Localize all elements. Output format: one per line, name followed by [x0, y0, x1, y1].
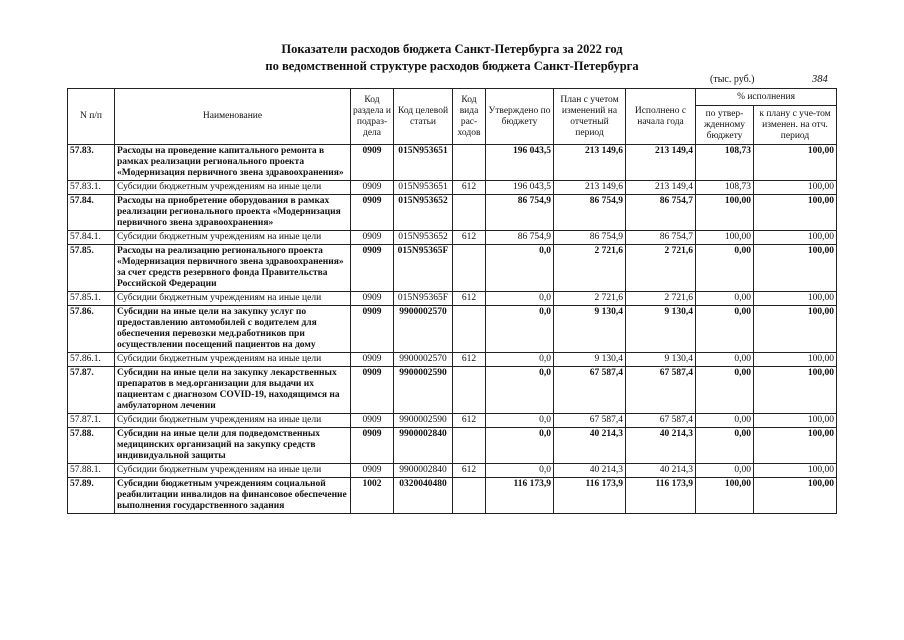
cell-name: Субсидии бюджетным учреждениям на иные цели: [115, 353, 351, 367]
cell-executed: 86 754,7: [626, 231, 696, 245]
cell-executed: 2 721,6: [626, 245, 696, 292]
cell-vid: 612: [453, 464, 486, 478]
header-pct-approved: по утвер-жденному бюджету: [696, 106, 754, 145]
cell-statya: 015N953652: [394, 231, 453, 245]
cell-name: Субсидии бюджетным учреждениям на иные цели: [115, 414, 351, 428]
cell-np: 57.83.1.: [68, 181, 115, 195]
cell-executed: 40 214,3: [626, 464, 696, 478]
cell-vid: [453, 478, 486, 514]
cell-pct-plan: 100,00: [754, 478, 837, 514]
cell-np: 57.87.1.: [68, 414, 115, 428]
cell-vid: 612: [453, 414, 486, 428]
cell-plan: 9 130,4: [554, 353, 626, 367]
page-number: 384: [812, 74, 828, 85]
cell-pct-plan: 100,00: [754, 145, 837, 181]
cell-plan: 9 130,4: [554, 306, 626, 353]
table-row: [68, 145, 837, 181]
cell-vid: 612: [453, 292, 486, 306]
table-row: [68, 478, 837, 514]
cell-pct-approved: 108,73: [696, 145, 754, 181]
cell-vid: [453, 367, 486, 414]
units-label: (тыс. руб.): [710, 74, 755, 85]
cell-vid: [453, 195, 486, 231]
cell-razdel: 0909: [351, 428, 394, 464]
table-row: [68, 414, 837, 428]
cell-pct-plan: 100,00: [754, 367, 837, 414]
header-executed: Исполнено с начала года: [626, 89, 696, 145]
cell-pct-approved: 100,00: [696, 478, 754, 514]
cell-pct-approved: 100,00: [696, 231, 754, 245]
cell-np: 57.88.1.: [68, 464, 115, 478]
cell-pct-approved: 0,00: [696, 353, 754, 367]
cell-vid: [453, 145, 486, 181]
table-row: [68, 306, 837, 353]
cell-razdel: 0909: [351, 353, 394, 367]
cell-vid: [453, 245, 486, 292]
cell-executed: 213 149,4: [626, 181, 696, 195]
cell-plan: 40 214,3: [554, 428, 626, 464]
cell-razdel: 0909: [351, 367, 394, 414]
cell-plan: 67 587,4: [554, 367, 626, 414]
cell-executed: 116 173,9: [626, 478, 696, 514]
page-title: Показатели расходов бюджета Санкт-Петербурга за 2022 год: [281, 42, 623, 56]
cell-pct-approved: 0,00: [696, 464, 754, 478]
cell-np: 57.85.1.: [68, 292, 115, 306]
cell-approved: 0,0: [486, 414, 554, 428]
table-row: [68, 428, 837, 464]
cell-name: Субсидии на иные цели на закупку услуг по предоставлению автомобилей с водителем для обеспечения перевозки мед.работников при осуществлении посещений пациентов на дому: [115, 306, 351, 353]
cell-vid: [453, 428, 486, 464]
header-plan: План с учетом изменений на отчетный период: [554, 89, 626, 145]
cell-name: Субсидии бюджетным учреждениям на иные цели: [115, 464, 351, 478]
cell-pct-plan: 100,00: [754, 414, 837, 428]
header-approved: Утверждено по бюджету: [486, 89, 554, 145]
cell-approved: 0,0: [486, 292, 554, 306]
cell-name: Субсидии бюджетным учреждениям социальной реабилитации инвалидов на финансовое обеспечение выполнения государственного задания: [115, 478, 351, 514]
cell-statya: 015N953652: [394, 195, 453, 231]
table-row: [68, 292, 837, 306]
cell-pct-approved: 0,00: [696, 306, 754, 353]
cell-name: Субсидии бюджетным учреждениям на иные цели: [115, 181, 351, 195]
cell-executed: 67 587,4: [626, 414, 696, 428]
cell-np: 57.89.: [68, 478, 115, 514]
cell-name: Субсидии бюджетным учреждениям на иные цели: [115, 231, 351, 245]
cell-np: 57.86.1.: [68, 353, 115, 367]
cell-np: 57.88.: [68, 428, 115, 464]
cell-approved: 0,0: [486, 306, 554, 353]
cell-statya: 9900002570: [394, 353, 453, 367]
cell-plan: 116 173,9: [554, 478, 626, 514]
header-vid: Код вида рас-ходов: [453, 89, 486, 145]
cell-approved: 0,0: [486, 353, 554, 367]
table-body: [68, 145, 837, 514]
cell-np: 57.83.: [68, 145, 115, 181]
cell-pct-approved: 0,00: [696, 292, 754, 306]
table-row: [68, 195, 837, 231]
cell-razdel: 0909: [351, 414, 394, 428]
cell-pct-approved: 0,00: [696, 428, 754, 464]
header-razdel: Код раздела и подраз-дела: [351, 89, 394, 145]
cell-statya: 9900002840: [394, 464, 453, 478]
cell-pct-approved: 0,00: [696, 414, 754, 428]
cell-statya: 015N95365F: [394, 292, 453, 306]
cell-razdel: 0909: [351, 245, 394, 292]
cell-statya: 9900002840: [394, 428, 453, 464]
cell-plan: 2 721,6: [554, 245, 626, 292]
table-row: [68, 245, 837, 292]
cell-pct-approved: 0,00: [696, 367, 754, 414]
cell-pct-plan: 100,00: [754, 245, 837, 292]
cell-statya: 9900002570: [394, 306, 453, 353]
cell-razdel: 1002: [351, 478, 394, 514]
cell-pct-plan: 100,00: [754, 464, 837, 478]
cell-np: 57.87.: [68, 367, 115, 414]
cell-pct-plan: 100,00: [754, 428, 837, 464]
cell-plan: 2 721,6: [554, 292, 626, 306]
table-row: [68, 231, 837, 245]
cell-pct-approved: 0,00: [696, 245, 754, 292]
cell-approved: 86 754,9: [486, 231, 554, 245]
cell-name: Субсидии на иные цели для подведомственных медицинских организаций на закупку средств индивидуальной защиты: [115, 428, 351, 464]
cell-statya: 015N953651: [394, 181, 453, 195]
expenditure-table: [67, 88, 837, 514]
cell-razdel: 0909: [351, 464, 394, 478]
cell-razdel: 0909: [351, 306, 394, 353]
cell-executed: 67 587,4: [626, 367, 696, 414]
cell-vid: 612: [453, 181, 486, 195]
cell-pct-plan: 100,00: [754, 231, 837, 245]
cell-np: 57.84.: [68, 195, 115, 231]
cell-pct-plan: 100,00: [754, 353, 837, 367]
header-np: N п/п: [68, 89, 115, 145]
cell-plan: 67 587,4: [554, 414, 626, 428]
cell-executed: 9 130,4: [626, 353, 696, 367]
cell-statya: 015N95365F: [394, 245, 453, 292]
cell-approved: 116 173,9: [486, 478, 554, 514]
cell-plan: 213 149,6: [554, 181, 626, 195]
cell-pct-approved: 108,73: [696, 181, 754, 195]
cell-approved: 196 043,5: [486, 181, 554, 195]
cell-vid: 612: [453, 231, 486, 245]
cell-vid: 612: [453, 353, 486, 367]
cell-approved: 86 754,9: [486, 195, 554, 231]
cell-executed: 40 214,3: [626, 428, 696, 464]
cell-pct-approved: 100,00: [696, 195, 754, 231]
cell-pct-plan: 100,00: [754, 292, 837, 306]
cell-razdel: 0909: [351, 195, 394, 231]
cell-name: Расходы на проведение капитального ремонта в рамках реализации регионального проекта «Модернизация первичного звена здравоохранения»: [115, 145, 351, 181]
cell-name: Расходы на реализацию регионального проекта «Модернизация первичного звена здравоохранения» за счет средств резервного фонда Правительства Российской Федерации: [115, 245, 351, 292]
header-pct-group: % исполнения: [696, 89, 837, 106]
cell-statya: 9900002590: [394, 414, 453, 428]
header-name: Наименование: [115, 89, 351, 145]
cell-np: 57.85.: [68, 245, 115, 292]
cell-pct-plan: 100,00: [754, 195, 837, 231]
cell-razdel: 0909: [351, 292, 394, 306]
cell-approved: 0,0: [486, 367, 554, 414]
cell-razdel: 0909: [351, 231, 394, 245]
header-statya: Код целевой статьи: [394, 89, 453, 145]
cell-razdel: 0909: [351, 181, 394, 195]
cell-approved: 0,0: [486, 464, 554, 478]
table-row: [68, 464, 837, 478]
cell-plan: 213 149,6: [554, 145, 626, 181]
cell-executed: 2 721,6: [626, 292, 696, 306]
cell-razdel: 0909: [351, 145, 394, 181]
cell-name: Субсидии на иные цели на закупку лекарственных препаратов в мед.организации для выдачи их пациентам с диагнозом COVID-19, находящимся на амбулаторном лечении: [115, 367, 351, 414]
cell-statya: 015N953651: [394, 145, 453, 181]
cell-vid: [453, 306, 486, 353]
page-subtitle: по ведомственной структуре расходов бюджета Санкт-Петербурга: [265, 59, 639, 73]
cell-approved: 0,0: [486, 428, 554, 464]
cell-executed: 213 149,4: [626, 145, 696, 181]
cell-np: 57.86.: [68, 306, 115, 353]
cell-np: 57.84.1.: [68, 231, 115, 245]
cell-statya: 0320040480: [394, 478, 453, 514]
cell-executed: 86 754,7: [626, 195, 696, 231]
cell-plan: 86 754,9: [554, 195, 626, 231]
header-pct-plan: к плану с уче-том изменен. на отч. период: [754, 106, 837, 145]
cell-name: Субсидии бюджетным учреждениям на иные цели: [115, 292, 351, 306]
cell-statya: 9900002590: [394, 367, 453, 414]
cell-plan: 86 754,9: [554, 231, 626, 245]
cell-approved: 0,0: [486, 245, 554, 292]
cell-approved: 196 043,5: [486, 145, 554, 181]
table-row: [68, 367, 837, 414]
table-row: [68, 181, 837, 195]
cell-plan: 40 214,3: [554, 464, 626, 478]
table-row: [68, 353, 837, 367]
cell-pct-plan: 100,00: [754, 181, 837, 195]
cell-executed: 9 130,4: [626, 306, 696, 353]
cell-name: Расходы на приобретение оборудования в рамках реализации регионального проекта «Модернизация первичного звена здравоохранения»: [115, 195, 351, 231]
cell-pct-plan: 100,00: [754, 306, 837, 353]
